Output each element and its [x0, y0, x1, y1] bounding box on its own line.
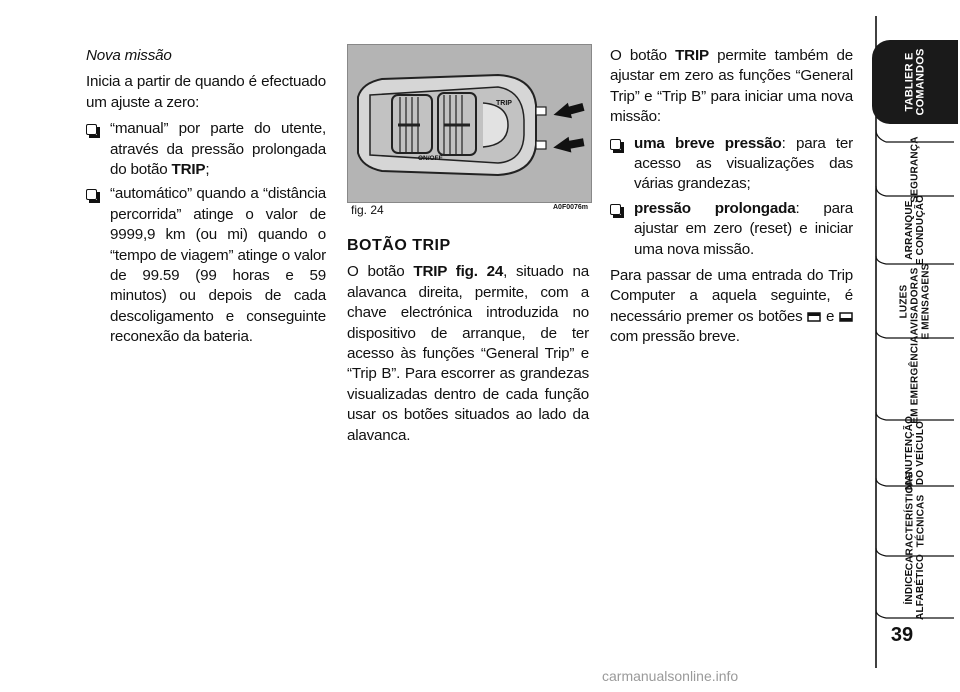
- text-run: e: [821, 307, 839, 325]
- tab-em-emergencia[interactable]: [872, 334, 958, 424]
- checkbox-bullet-icon: [610, 204, 621, 215]
- tab-label: SEGURANÇA: [909, 135, 921, 203]
- list-item: [610, 134, 853, 195]
- bold-run: pressão prolongada: [634, 199, 796, 217]
- list-item: [610, 199, 853, 260]
- figure-24-trip-lever: [347, 44, 592, 203]
- section-subheading: Nova missão: [86, 47, 172, 64]
- tab-label: CARACTERÍSTICAS TÉCNICAS: [904, 471, 926, 571]
- list-item: [86, 184, 326, 347]
- body-paragraph: [610, 266, 853, 348]
- bullet-text: : para ajustar em zero (reset) e iniciar uma nova missão.: [634, 199, 854, 258]
- text-run: , situado na alavanca direita, permite, com a chave electrónica introduzida no dispositivo de arranque, de ter acesso às funções “General Trip” e “Trip B”. Para escorrer as grandezas visualizadas dentro de cada função usar os botões situados ao lado da alavanca.: [347, 263, 589, 444]
- bullet-tail: ;: [205, 161, 210, 179]
- text-run: O botão: [347, 263, 414, 281]
- bold-run: TRIP: [675, 47, 709, 64]
- up-button-icon: [807, 312, 821, 322]
- bold-run: uma breve pressão: [634, 134, 782, 152]
- body-paragraph: [347, 262, 589, 446]
- checkbox-bullet-icon: [86, 189, 97, 200]
- middle-column: [347, 236, 589, 452]
- watermark: carmanualsonline.info: [602, 668, 739, 684]
- body-paragraph: [610, 46, 853, 128]
- page-number: 39: [890, 624, 914, 646]
- bullet-text: : para ter acesso as visualizações das várias grandezas;: [634, 134, 854, 193]
- bold-run: TRIP fig. 24: [413, 263, 504, 281]
- down-button-icon: [839, 312, 853, 322]
- left-column: [86, 46, 326, 352]
- text-run: O botão: [610, 47, 676, 64]
- tab-luzes-avisadoras[interactable]: [872, 264, 958, 338]
- chapter-tab-strip: [868, 0, 960, 692]
- text-run: Para passar de uma entrada do Trip Computer a aquela seguinte, é necessário premer os botões: [610, 267, 853, 325]
- trip-label: TRIP: [496, 100, 512, 107]
- tab-seguranca[interactable]: [872, 135, 958, 203]
- tab-label: ARRANQUE E CONDUÇÃO: [904, 194, 926, 266]
- bullet-bold: TRIP: [171, 161, 206, 179]
- intro-paragraph: Inicia a partir de quando é efectuado um ajuste a zero:: [86, 73, 326, 111]
- trip-lever-illustration: [348, 45, 591, 202]
- bullet-text: “manual” por parte do utente, através da pressão prolongada do botão: [110, 120, 326, 179]
- tab-arranque-e-conducao[interactable]: [872, 196, 958, 264]
- tab-label: LUZES AVISADORAS E MENSAGENS: [898, 262, 932, 340]
- tab-label: EM EMERGÊNCIA: [909, 334, 921, 424]
- figure-code: A0F0076m: [553, 204, 589, 211]
- checkbox-bullet-icon: [610, 139, 621, 150]
- right-column: [610, 46, 853, 354]
- onoff-label: ON/OFF: [418, 155, 443, 162]
- tab-label: ÍNDICE ALFABÉTICO: [903, 554, 926, 620]
- text-run: permite também de ajustar em zero as funções “General Trip” e “Trip B” para iniciar uma nova missão:: [610, 47, 853, 126]
- figure-caption: fig. 24: [351, 203, 384, 217]
- checkbox-bullet-icon: [86, 124, 97, 135]
- tab-label: MANUTENÇÃO DO VEÍCULO: [904, 415, 926, 491]
- tab-tablier-e-comandos[interactable]: [872, 40, 958, 124]
- section-heading: BOTÃO TRIP: [347, 237, 451, 254]
- text-run: com pressão breve.: [610, 328, 740, 346]
- tab-indice-alfabetico[interactable]: [872, 556, 958, 618]
- list-item: [86, 119, 326, 180]
- tab-label: TABLIER E COMANDOS: [903, 48, 926, 116]
- bullet-text: “automático” quando a “distância percorrida” atinge o valor de 9999,9 km (ou mi) quando o “tempo de viagem” atinge o valor de 99.59 (99 horas e 59 minutos) ou depois de cada descoligamento e conseguinte reconexão da bateria.: [110, 185, 326, 346]
- tab-caracteristicas-tecnicas[interactable]: [872, 471, 958, 571]
